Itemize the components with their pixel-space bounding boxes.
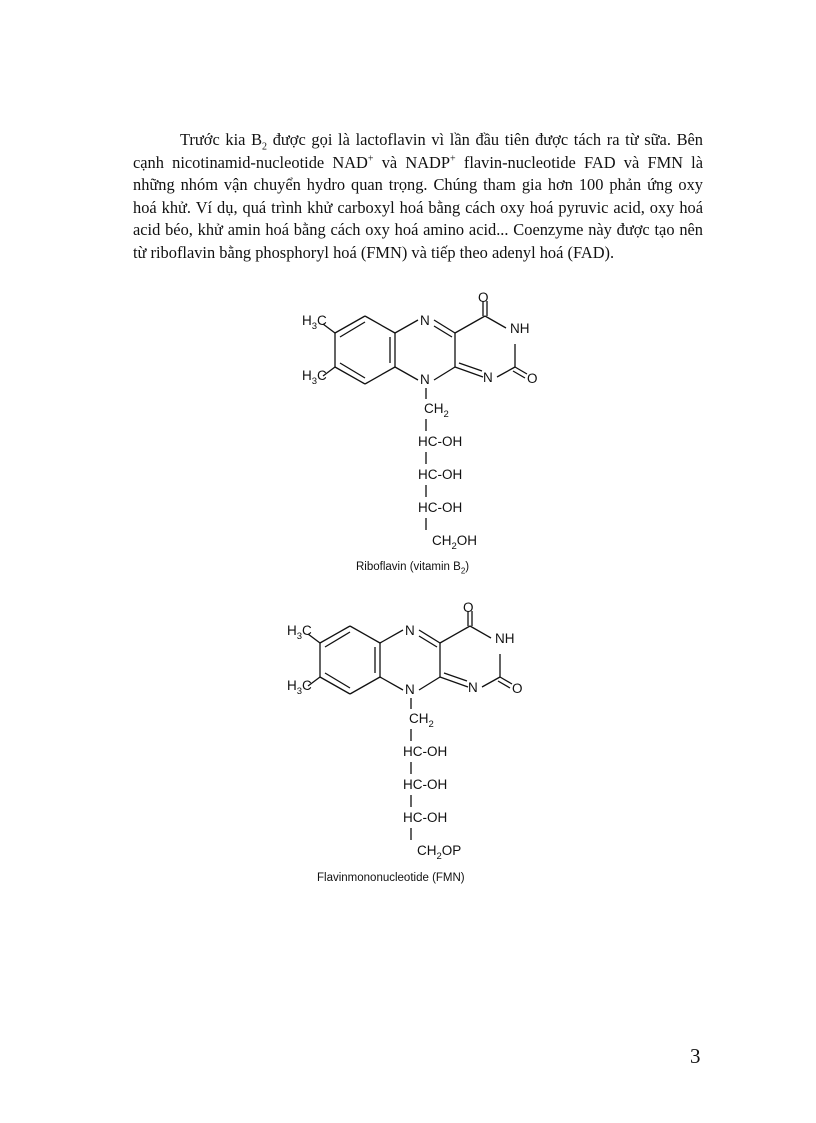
riboflavin-atom-labels: [302, 290, 538, 552]
fmn-caption: Flavinmononucleotide (FMN): [317, 872, 465, 884]
fmn-svg: [275, 598, 545, 868]
hcoh-label: HC-OH: [403, 777, 448, 792]
atom-n: N: [420, 372, 430, 387]
atom-n: N: [420, 313, 430, 328]
subscript: 2: [262, 141, 268, 153]
atom-n: N: [483, 370, 493, 385]
atom-nh: NH: [510, 321, 530, 336]
methyl-label: $H_3C$: [302, 368, 327, 387]
riboflavin-structure: [290, 288, 560, 558]
atom-o: O: [463, 600, 474, 615]
body-paragraph: [133, 129, 703, 265]
atom-n: N: [405, 682, 415, 697]
ch2-label: $CH_2$: [424, 401, 449, 420]
riboflavin-svg: [290, 288, 560, 558]
atom-o: O: [512, 681, 523, 696]
atom-n: N: [468, 680, 478, 695]
atom-n: N: [405, 623, 415, 638]
hcoh-label: HC-OH: [403, 810, 448, 825]
atom-o: O: [527, 371, 538, 386]
hcoh-label: HC-OH: [418, 467, 463, 482]
fmn-atom-labels: [287, 600, 523, 862]
methyl-label: $H_3C$: [302, 313, 327, 332]
text-run: flavin-nucleotide FAD và FMN là những nhóm vận chuyển hydro quan trọng. Chúng tham gia hơn 100 phản ứng oxy hoá khử. Ví dụ, quá trình khử carboxyl hoá bằng cách oxy hoá pyruvic acid, oxy hoá acid béo, khử amin hoá bằng cách oxy hoá amino acid... Coenzyme này được tạo nên từ riboflavin bằng phosphoryl hoá (FMN) và tiếp theo adenyl hoá (FAD).: [133, 152, 704, 262]
superscript: +: [367, 153, 374, 165]
text-run: và NADP: [373, 152, 451, 172]
hcoh-label: HC-OH: [403, 744, 448, 759]
atom-o: O: [478, 290, 489, 305]
superscript: +: [450, 153, 456, 165]
methyl-label: $H_3C$: [287, 678, 312, 697]
text-run: Trước kia B: [180, 130, 263, 149]
fmn-structure: [275, 598, 545, 868]
hcoh-label: HC-OH: [418, 434, 463, 449]
ch2oh-label: $CH_2OH$: [432, 533, 478, 552]
ch2op-label: $CH_2OP$: [417, 843, 462, 862]
ch2-label: $CH_2$: [409, 711, 434, 730]
hcoh-label: HC-OH: [418, 500, 463, 515]
page-number: 3: [690, 1044, 701, 1068]
riboflavin-caption: Riboflavin (vitamin $B_2$): [356, 561, 470, 576]
atom-nh: NH: [495, 631, 515, 646]
text-run: được gọi là lactoflavin vì lần đầu tiên được tách ra từ sữa. Bên cạnh nicotinamid-nucleotide NAD: [133, 130, 704, 172]
methyl-label: $H_3C$: [287, 623, 312, 642]
